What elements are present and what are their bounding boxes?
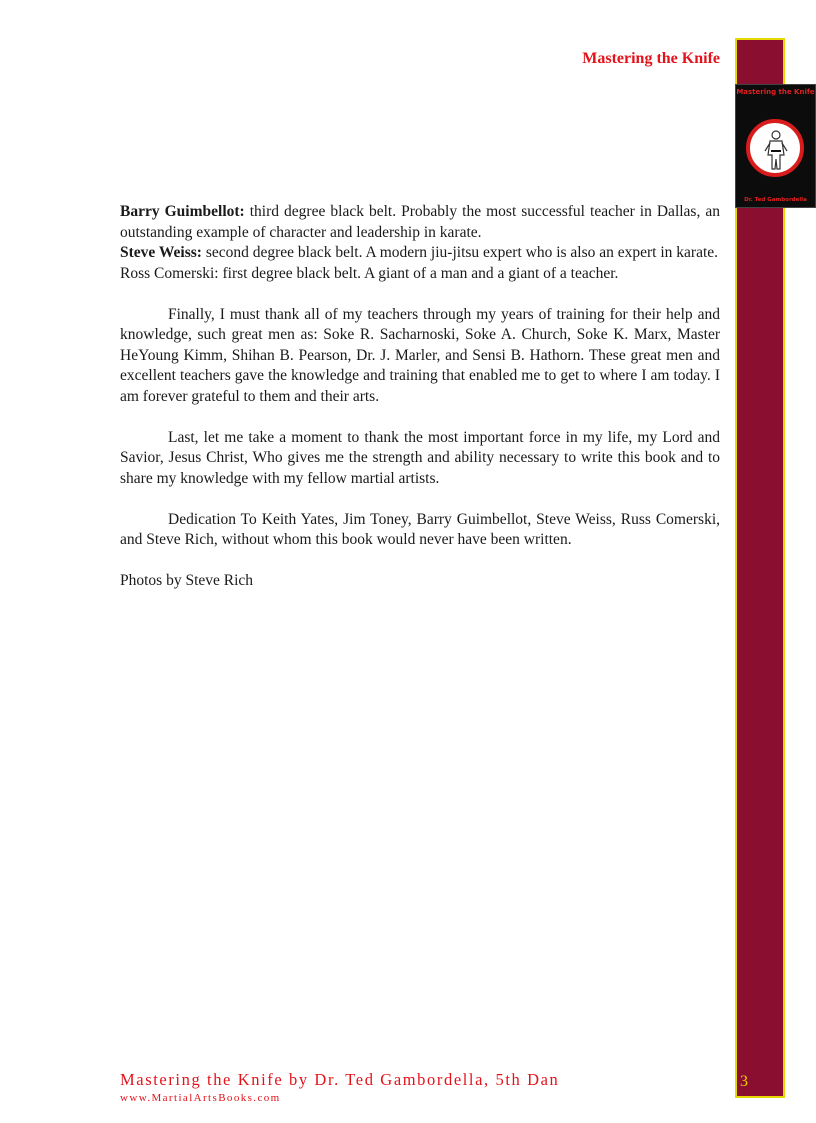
book-cover-thumbnail bbox=[735, 84, 816, 208]
paragraph-text: second degree black belt. A modern jiu-jitsu expert who is also an expert in karate. bbox=[205, 244, 719, 261]
main-content bbox=[120, 202, 720, 592]
paragraph-teachers: Finally, I must thank all of my teachers through my years of training for their help and knowledge, such great men as: Soke R. Sacharnoski, Soke A. Church, Soke K. Marx, Master HeYoung Kimm, Shihan B. Pearson, Dr. J. Marler, and Sensi B. Hathorn. These great men and excellent teachers gave the knowledge and training that enabled me to get to where I am today. I am forever grateful to them and their arts. bbox=[120, 305, 720, 405]
page-header-title: Mastering the Knife bbox=[582, 50, 720, 67]
cover-author: Dr. Ted Gambordella bbox=[744, 197, 807, 203]
paragraph-dedication: Dedication To Keith Yates, Jim Toney, Barry Guimbellot, Steve Weiss, Russ Comerski, and Steve Rich, without whom this book would never have been written. bbox=[120, 510, 720, 548]
photo-credit: Photos by Steve Rich bbox=[120, 572, 254, 589]
cover-emblem bbox=[746, 119, 804, 177]
paragraph-text: third degree black belt. Probably the most successful teacher in Dallas, an outstanding example of character and leadership in karate. bbox=[120, 203, 720, 241]
paragraph-steve-weiss bbox=[120, 243, 720, 264]
paragraph-faith: Last, let me take a moment to thank the most important force in my life, my Lord and Savior, Jesus Christ, Who gives me the strength and ability necessary to write this book and to share my knowledge with my fellow martial artists. bbox=[120, 428, 720, 487]
page-number: 3 bbox=[740, 1073, 748, 1090]
cover-title: Mastering the Knife bbox=[736, 88, 815, 96]
paragraph-barry-guimbellot bbox=[120, 202, 720, 243]
person-name: Steve Weiss: bbox=[120, 244, 202, 261]
footer-url: www.MartialArtsBooks.com bbox=[120, 1092, 281, 1104]
person-name: Barry Guimbellot: bbox=[120, 203, 245, 220]
footer-title: Mastering the Knife by Dr. Ted Gambordella, 5th Dan bbox=[120, 1070, 560, 1089]
paragraph-ross-comerski: Ross Comerski: first degree black belt. A giant of a man and a giant of a teacher. bbox=[120, 264, 619, 282]
martial-artist-icon bbox=[763, 129, 789, 171]
